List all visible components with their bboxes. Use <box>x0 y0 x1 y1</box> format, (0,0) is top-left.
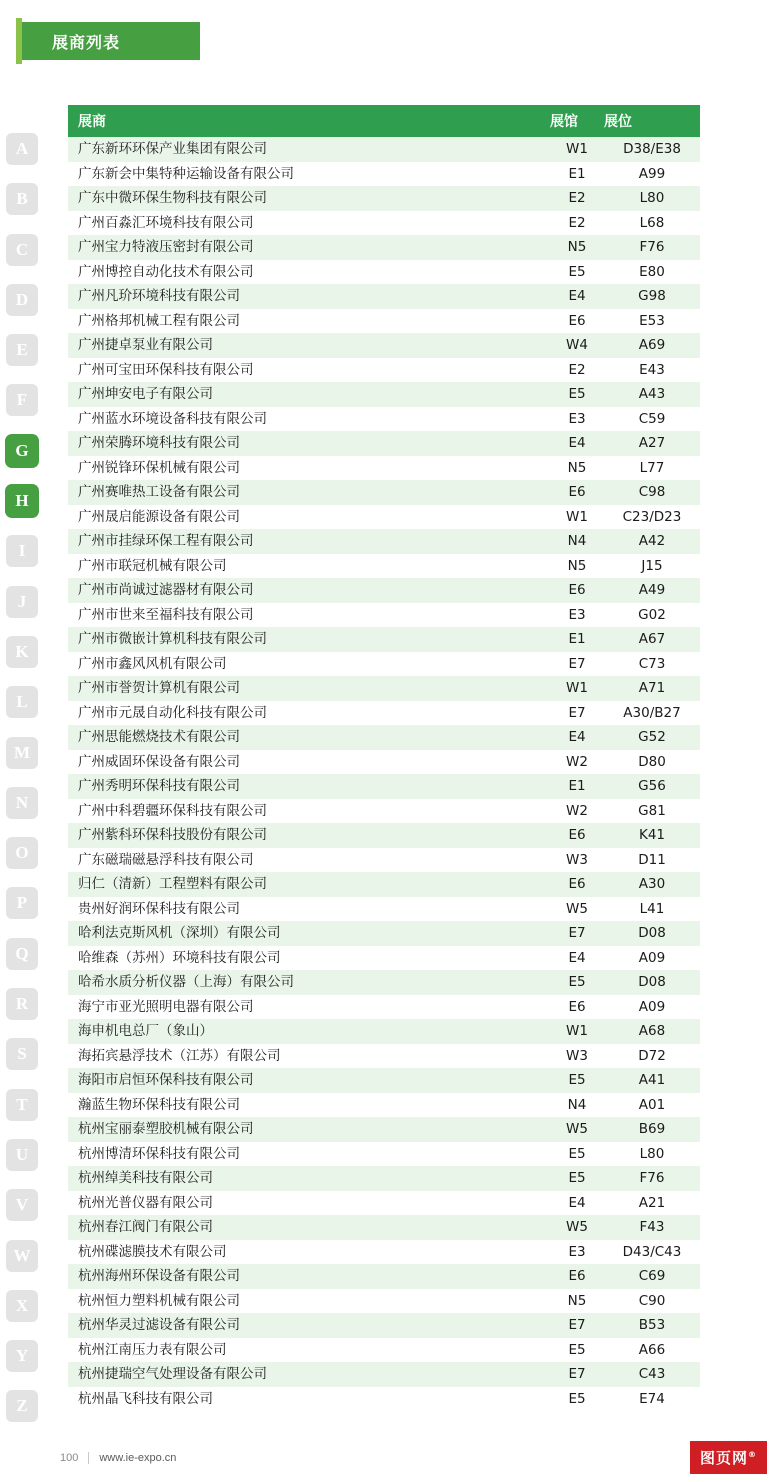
alpha-index-a[interactable]: A <box>6 133 38 165</box>
table-row <box>68 309 700 334</box>
cell-hall: E7 <box>550 652 604 677</box>
cell-booth: L77 <box>604 456 700 481</box>
watermark-registered-mark: ® <box>748 1450 757 1459</box>
cell-exhibitor-name: 广州紫科环保科技股份有限公司 <box>68 823 550 848</box>
table-row <box>68 1289 700 1314</box>
table-row <box>68 407 700 432</box>
cell-exhibitor-name: 广州威固环保设备有限公司 <box>68 750 550 775</box>
cell-booth: C90 <box>604 1289 700 1314</box>
cell-booth: A27 <box>604 431 700 456</box>
cell-booth: E80 <box>604 260 700 285</box>
cell-hall: E5 <box>550 1338 604 1363</box>
exhibitor-table <box>68 105 700 1411</box>
cell-hall: E6 <box>550 995 604 1020</box>
cell-hall: E1 <box>550 774 604 799</box>
cell-booth: L80 <box>604 1142 700 1167</box>
cell-hall: E6 <box>550 309 604 334</box>
cell-booth: B53 <box>604 1313 700 1338</box>
cell-exhibitor-name: 广州宝力特液压密封有限公司 <box>68 235 550 260</box>
cell-hall: E2 <box>550 186 604 211</box>
alpha-index-r[interactable]: R <box>6 988 38 1020</box>
cell-hall: E6 <box>550 872 604 897</box>
cell-hall: N5 <box>550 235 604 260</box>
cell-exhibitor-name: 广州博控自动化技术有限公司 <box>68 260 550 285</box>
table-row <box>68 995 700 1020</box>
table-row <box>68 333 700 358</box>
table-row <box>68 676 700 701</box>
alpha-index-e[interactable]: E <box>6 334 38 366</box>
cell-exhibitor-name: 杭州宝丽泰塑胶机械有限公司 <box>68 1117 550 1142</box>
table-row <box>68 1362 700 1387</box>
alpha-index-o[interactable]: O <box>6 837 38 869</box>
cell-booth: B69 <box>604 1117 700 1142</box>
alpha-index-f[interactable]: F <box>6 384 38 416</box>
cell-hall: E4 <box>550 725 604 750</box>
cell-booth: A49 <box>604 578 700 603</box>
watermark-text: 图页网 <box>699 1449 748 1467</box>
alpha-index-m[interactable]: M <box>6 737 38 769</box>
table-row <box>68 1338 700 1363</box>
column-header-hall: 展馆 <box>550 105 604 137</box>
table-header <box>68 105 700 137</box>
cell-exhibitor-name: 哈希水质分析仪器（上海）有限公司 <box>68 970 550 995</box>
cell-exhibitor-name: 广州凡玠环境科技有限公司 <box>68 284 550 309</box>
cell-hall: N4 <box>550 1093 604 1118</box>
alpha-index-d[interactable]: D <box>6 284 38 316</box>
page-title: 展商列表 <box>52 32 121 52</box>
table-row <box>68 186 700 211</box>
table-row <box>68 897 700 922</box>
cell-booth: A68 <box>604 1019 700 1044</box>
cell-exhibitor-name: 杭州捷瑞空气处理设备有限公司 <box>68 1362 550 1387</box>
table-row <box>68 578 700 603</box>
cell-booth: G02 <box>604 603 700 628</box>
cell-hall: E3 <box>550 1240 604 1265</box>
alpha-index-t[interactable]: T <box>6 1089 38 1121</box>
cell-exhibitor-name: 广东磁瑞磁悬浮科技有限公司 <box>68 848 550 873</box>
table-row <box>68 774 700 799</box>
cell-hall: W5 <box>550 1117 604 1142</box>
cell-hall: N5 <box>550 456 604 481</box>
table-row <box>68 848 700 873</box>
cell-hall: E4 <box>550 1191 604 1216</box>
cell-exhibitor-name: 杭州博清环保科技有限公司 <box>68 1142 550 1167</box>
table-row <box>68 1019 700 1044</box>
footer-divider <box>88 1452 89 1464</box>
table-body <box>68 137 700 1411</box>
cell-exhibitor-name: 广州坤安电子有限公司 <box>68 382 550 407</box>
alpha-index-w[interactable]: W <box>6 1240 38 1272</box>
table-row <box>68 750 700 775</box>
cell-booth: A01 <box>604 1093 700 1118</box>
cell-exhibitor-name: 贵州好润环保科技有限公司 <box>68 897 550 922</box>
cell-hall: E2 <box>550 211 604 236</box>
cell-booth: C69 <box>604 1264 700 1289</box>
cell-booth: A71 <box>604 676 700 701</box>
column-header-exhibitor: 展商 <box>68 105 550 137</box>
table-row <box>68 1387 700 1412</box>
cell-booth: G56 <box>604 774 700 799</box>
alpha-index-j[interactable]: J <box>6 586 38 618</box>
cell-booth: L80 <box>604 186 700 211</box>
cell-exhibitor-name: 广州市誉贺计算机有限公司 <box>68 676 550 701</box>
cell-booth: F76 <box>604 1166 700 1191</box>
cell-booth: A30/B27 <box>604 701 700 726</box>
table-row <box>68 358 700 383</box>
table-row <box>68 701 700 726</box>
cell-exhibitor-name: 归仁（清新）工程塑料有限公司 <box>68 872 550 897</box>
table-row <box>68 627 700 652</box>
cell-hall: E4 <box>550 946 604 971</box>
cell-exhibitor-name: 广州捷卓泵业有限公司 <box>68 333 550 358</box>
alpha-index-p[interactable]: P <box>6 887 38 919</box>
cell-hall: E3 <box>550 603 604 628</box>
cell-booth: E74 <box>604 1387 700 1412</box>
cell-exhibitor-name: 广东中微环保生物科技有限公司 <box>68 186 550 211</box>
cell-hall: E1 <box>550 162 604 187</box>
table-row <box>68 235 700 260</box>
cell-exhibitor-name: 广州市鑫风风机有限公司 <box>68 652 550 677</box>
cell-exhibitor-name: 广州锐锋环保机械有限公司 <box>68 456 550 481</box>
cell-booth: A67 <box>604 627 700 652</box>
cell-hall: N5 <box>550 1289 604 1314</box>
table-row <box>68 872 700 897</box>
table-row <box>68 284 700 309</box>
cell-exhibitor-name: 海阳市启恒环保科技有限公司 <box>68 1068 550 1093</box>
cell-hall: E7 <box>550 1362 604 1387</box>
cell-booth: C98 <box>604 480 700 505</box>
table-row <box>68 1068 700 1093</box>
cell-booth: D11 <box>604 848 700 873</box>
cell-exhibitor-name: 广州可宝田环保科技有限公司 <box>68 358 550 383</box>
cell-hall: E2 <box>550 358 604 383</box>
alpha-index-i[interactable]: I <box>6 535 38 567</box>
alpha-index-q[interactable]: Q <box>6 938 38 970</box>
table-row <box>68 1166 700 1191</box>
page-header-banner <box>22 22 200 60</box>
cell-booth: L68 <box>604 211 700 236</box>
cell-exhibitor-name: 杭州晶飞科技有限公司 <box>68 1387 550 1412</box>
alpha-index-n[interactable]: N <box>6 787 38 819</box>
alpha-index-l[interactable]: L <box>6 686 38 718</box>
table-row <box>68 554 700 579</box>
cell-hall: E6 <box>550 823 604 848</box>
cell-exhibitor-name: 广州市尚诚过滤器材有限公司 <box>68 578 550 603</box>
cell-hall: N5 <box>550 554 604 579</box>
cell-hall: E5 <box>550 1068 604 1093</box>
cell-booth: C23/D23 <box>604 505 700 530</box>
cell-booth: K41 <box>604 823 700 848</box>
cell-booth: A09 <box>604 946 700 971</box>
table-row <box>68 1264 700 1289</box>
table-row <box>68 211 700 236</box>
alpha-index-k[interactable]: K <box>6 636 38 668</box>
cell-exhibitor-name: 杭州华灵过滤设备有限公司 <box>68 1313 550 1338</box>
table-row <box>68 456 700 481</box>
cell-booth: D08 <box>604 921 700 946</box>
cell-exhibitor-name: 广州蓝水环境设备科技有限公司 <box>68 407 550 432</box>
cell-hall: W5 <box>550 897 604 922</box>
cell-exhibitor-name: 广州百淼汇环境科技有限公司 <box>68 211 550 236</box>
cell-booth: E53 <box>604 309 700 334</box>
cell-booth: F43 <box>604 1215 700 1240</box>
table-row <box>68 529 700 554</box>
table-row <box>68 260 700 285</box>
cell-hall: W4 <box>550 333 604 358</box>
cell-booth: E43 <box>604 358 700 383</box>
alpha-index-c[interactable]: C <box>6 234 38 266</box>
footer-site-url: www.ie-expo.cn <box>99 1452 177 1464</box>
cell-exhibitor-name: 杭州光普仪器有限公司 <box>68 1191 550 1216</box>
cell-booth: C43 <box>604 1362 700 1387</box>
cell-exhibitor-name: 杭州绰美科技有限公司 <box>68 1166 550 1191</box>
cell-hall: W2 <box>550 750 604 775</box>
cell-hall: W1 <box>550 137 604 162</box>
cell-hall: E6 <box>550 578 604 603</box>
cell-hall: W1 <box>550 676 604 701</box>
cell-booth: C59 <box>604 407 700 432</box>
alphabet-index-rail[interactable] <box>6 133 46 1441</box>
cell-booth: A09 <box>604 995 700 1020</box>
cell-booth: D38/E38 <box>604 137 700 162</box>
cell-exhibitor-name: 广东新会中集特种运输设备有限公司 <box>68 162 550 187</box>
table-row <box>68 480 700 505</box>
cell-hall: E4 <box>550 284 604 309</box>
cell-exhibitor-name: 广州中科碧疆环保科技有限公司 <box>68 799 550 824</box>
cell-booth: A30 <box>604 872 700 897</box>
cell-booth: A69 <box>604 333 700 358</box>
table-row <box>68 505 700 530</box>
table-row <box>68 1313 700 1338</box>
cell-exhibitor-name: 杭州江南压力表有限公司 <box>68 1338 550 1363</box>
cell-hall: E6 <box>550 480 604 505</box>
table-row <box>68 1240 700 1265</box>
table-row <box>68 799 700 824</box>
alpha-index-b[interactable]: B <box>6 183 38 215</box>
cell-hall: N4 <box>550 529 604 554</box>
cell-exhibitor-name: 海宁市亚光照明电器有限公司 <box>68 995 550 1020</box>
table-row <box>68 603 700 628</box>
alpha-index-u[interactable]: U <box>6 1139 38 1171</box>
cell-booth: G81 <box>604 799 700 824</box>
table-row <box>68 1117 700 1142</box>
cell-exhibitor-name: 广州格邦机械工程有限公司 <box>68 309 550 334</box>
cell-hall: W1 <box>550 1019 604 1044</box>
cell-hall: E1 <box>550 627 604 652</box>
cell-exhibitor-name: 广州秀明环保科技有限公司 <box>68 774 550 799</box>
cell-booth: D43/C43 <box>604 1240 700 1265</box>
table-row <box>68 652 700 677</box>
alpha-index-g[interactable]: G <box>6 435 38 467</box>
cell-booth: A43 <box>604 382 700 407</box>
cell-exhibitor-name: 海拓宾悬浮技术（江苏）有限公司 <box>68 1044 550 1069</box>
alpha-index-y[interactable]: Y <box>6 1340 38 1372</box>
column-header-booth: 展位 <box>604 105 700 137</box>
cell-booth: F76 <box>604 235 700 260</box>
cell-hall: W3 <box>550 848 604 873</box>
cell-booth: L41 <box>604 897 700 922</box>
watermark-badge <box>690 1441 767 1474</box>
cell-exhibitor-name: 广州荣腾环境科技有限公司 <box>68 431 550 456</box>
alpha-index-x[interactable]: X <box>6 1290 38 1322</box>
alpha-index-h[interactable]: H <box>6 485 38 517</box>
table-row <box>68 1142 700 1167</box>
cell-booth: D08 <box>604 970 700 995</box>
cell-hall: E3 <box>550 407 604 432</box>
cell-booth: A42 <box>604 529 700 554</box>
cell-hall: E5 <box>550 1387 604 1412</box>
cell-hall: E5 <box>550 1142 604 1167</box>
alpha-index-z[interactable]: Z <box>6 1390 38 1422</box>
cell-exhibitor-name: 广州市微嵌计算机科技有限公司 <box>68 627 550 652</box>
cell-exhibitor-name: 瀚蓝生物环保科技有限公司 <box>68 1093 550 1118</box>
cell-hall: E4 <box>550 431 604 456</box>
cell-exhibitor-name: 广州晟启能源设备有限公司 <box>68 505 550 530</box>
cell-booth: A66 <box>604 1338 700 1363</box>
cell-hall: E5 <box>550 382 604 407</box>
table-row <box>68 382 700 407</box>
table-row <box>68 946 700 971</box>
cell-exhibitor-name: 广州市元晟自动化科技有限公司 <box>68 701 550 726</box>
cell-hall: E5 <box>550 1166 604 1191</box>
cell-exhibitor-name: 杭州恒力塑料机械有限公司 <box>68 1289 550 1314</box>
cell-exhibitor-name: 广州思能燃烧技术有限公司 <box>68 725 550 750</box>
cell-exhibitor-name: 杭州碟滤膜技术有限公司 <box>68 1240 550 1265</box>
cell-hall: E6 <box>550 1264 604 1289</box>
cell-exhibitor-name: 杭州海州环保设备有限公司 <box>68 1264 550 1289</box>
cell-booth: A99 <box>604 162 700 187</box>
cell-exhibitor-name: 哈利法克斯风机（深圳）有限公司 <box>68 921 550 946</box>
cell-booth: J15 <box>604 554 700 579</box>
cell-booth: A21 <box>604 1191 700 1216</box>
table-row <box>68 1093 700 1118</box>
table-row <box>68 431 700 456</box>
table-row <box>68 970 700 995</box>
table-row <box>68 921 700 946</box>
cell-exhibitor-name: 杭州春江阀门有限公司 <box>68 1215 550 1240</box>
cell-exhibitor-name: 广州市联冠机械有限公司 <box>68 554 550 579</box>
table-row <box>68 162 700 187</box>
table-row <box>68 1044 700 1069</box>
page-footer <box>60 1452 176 1464</box>
table-row <box>68 1215 700 1240</box>
cell-exhibitor-name: 广州市世来至福科技有限公司 <box>68 603 550 628</box>
table-row <box>68 823 700 848</box>
cell-booth: A41 <box>604 1068 700 1093</box>
cell-hall: W5 <box>550 1215 604 1240</box>
table-row <box>68 137 700 162</box>
header-accent-bar <box>16 18 22 64</box>
cell-hall: E7 <box>550 1313 604 1338</box>
cell-booth: D72 <box>604 1044 700 1069</box>
cell-exhibitor-name: 海申机电总厂（象山） <box>68 1019 550 1044</box>
table-row <box>68 725 700 750</box>
cell-exhibitor-name: 广州市挂绿环保工程有限公司 <box>68 529 550 554</box>
cell-booth: D80 <box>604 750 700 775</box>
cell-hall: W3 <box>550 1044 604 1069</box>
alpha-index-s[interactable]: S <box>6 1038 38 1070</box>
table-header-row <box>68 105 700 137</box>
cell-exhibitor-name: 广州赛唯热工设备有限公司 <box>68 480 550 505</box>
cell-exhibitor-name: 哈维森（苏州）环境科技有限公司 <box>68 946 550 971</box>
cell-hall: E5 <box>550 970 604 995</box>
cell-booth: G98 <box>604 284 700 309</box>
cell-hall: W2 <box>550 799 604 824</box>
cell-hall: E7 <box>550 701 604 726</box>
cell-booth: C73 <box>604 652 700 677</box>
alpha-index-v[interactable]: V <box>6 1189 38 1221</box>
table-row <box>68 1191 700 1216</box>
cell-hall: E5 <box>550 260 604 285</box>
footer-page-number: 100 <box>60 1452 79 1464</box>
cell-hall: W1 <box>550 505 604 530</box>
cell-hall: E7 <box>550 921 604 946</box>
cell-booth: G52 <box>604 725 700 750</box>
cell-exhibitor-name: 广东新环环保产业集团有限公司 <box>68 137 550 162</box>
